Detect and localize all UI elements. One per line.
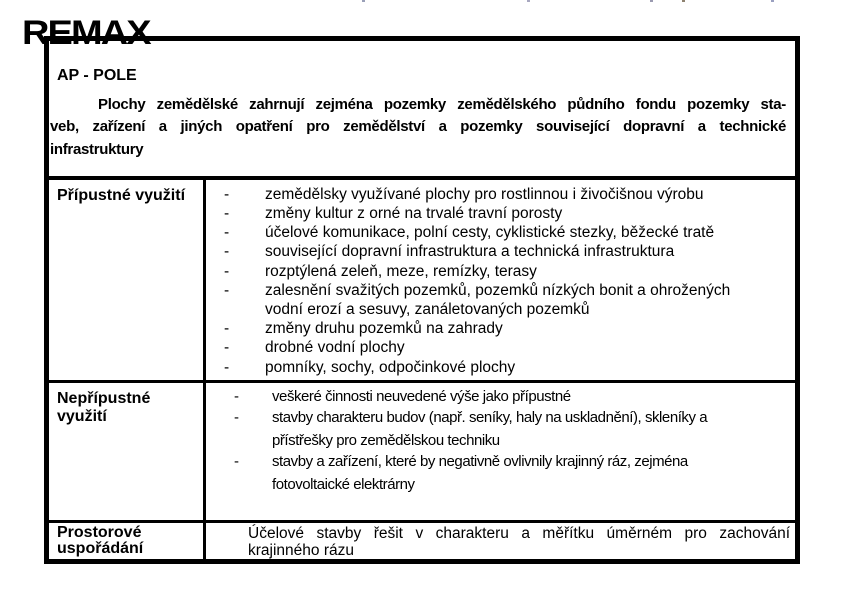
row-label: Nepřípustné využití: [57, 390, 151, 425]
table-row-prostorove-usporadani: [49, 523, 795, 559]
bullet-text-line: drobné vodní plochy: [265, 339, 405, 357]
bullet-text-line: zemědělsky využívané plochy pro rostlinnou i živočišnou výrobu: [265, 185, 704, 203]
row-label-cell: [49, 180, 206, 381]
row-text-cell: [206, 523, 795, 559]
dash-bullet-icon: -: [224, 358, 230, 376]
scan-artifact: [771, 0, 774, 2]
bullet-list-nepripustne: [206, 383, 795, 520]
table-row-pripustne-vyuziti: [49, 180, 795, 384]
bullet-text: [272, 387, 791, 408]
dash-bullet-icon: -: [224, 320, 230, 338]
bullet-item: [224, 358, 789, 377]
bullet-text-line: stavby a zařízení, které by negativně ovlivnily krajinný ráz, zejména: [272, 452, 688, 470]
bullet-text: [265, 223, 789, 242]
bullet-text: [265, 338, 789, 357]
text-line: veb, zařízení a jiných opatření pro zemědělství a pozemky související dopravní a technické: [50, 118, 786, 136]
bullet-text-line: změny kultur z orné na trvalé travní porosty: [265, 204, 563, 222]
bullet-text: [265, 204, 789, 223]
bullet-item: [224, 262, 789, 281]
bullet-text-line: veškeré činnosti neuvedené výše jako přípustné: [272, 388, 571, 406]
bullet-text: [272, 452, 791, 496]
scan-artifact: [650, 0, 653, 2]
bullet-list-pripustne: [206, 180, 795, 381]
bullet-item: [224, 185, 789, 204]
dash-bullet-icon: -: [234, 452, 239, 470]
bullet-text-line: související dopravní infrastruktura a technická infrastruktura: [265, 243, 675, 261]
text-line: krajinného rázu: [248, 541, 354, 559]
row-label: Prostorové uspořádání: [57, 523, 144, 558]
text-line: Účelové stavby řešit v charakteru a měřítku úměrném pro zachování: [248, 524, 790, 542]
text-line: Plochy zemědělské zahrnují zejména pozemky zemědělského půdního fondu pozemky sta-: [98, 96, 786, 113]
table-row-nepripustne-vyuziti: [49, 383, 795, 523]
bullet-item: [224, 281, 789, 319]
bullet-text-line: přístřešky pro zemědělskou techniku: [272, 432, 500, 450]
bullet-item: [224, 223, 789, 242]
table-header-row: [49, 41, 795, 180]
bullet-item: [224, 204, 789, 223]
dash-bullet-icon: -: [224, 262, 230, 280]
bullet-item: [234, 452, 791, 496]
bullet-text: [265, 185, 789, 204]
zone-code-title: AP - POLE: [57, 67, 137, 84]
bullet-text-line: pomníky, sochy, odpočinkové plochy: [265, 358, 516, 376]
bullet-item: [234, 408, 791, 452]
dash-bullet-icon: -: [234, 408, 239, 426]
bullet-text: [265, 319, 789, 338]
bullet-item: [224, 319, 789, 338]
scan-artifact: [362, 0, 365, 2]
row-label-cell: [49, 523, 206, 559]
remax-logo: REMAX: [22, 14, 150, 52]
scan-artifact: [527, 0, 530, 2]
bullet-text: [265, 281, 789, 319]
bullet-text-line: stavby charakteru budov (např. seníky, haly na uskladnění), skleníky a: [272, 408, 708, 426]
bullet-text: [265, 358, 789, 377]
bullet-text: [272, 408, 791, 452]
bullet-text-line: fotovoltaické elektrárny: [272, 476, 415, 494]
bullet-text: [265, 242, 789, 261]
bullet-item: [234, 387, 791, 408]
bullet-text-line: účelové komunikace, polní cesty, cyklistické stezky, běžecké tratě: [265, 224, 715, 242]
row-label: Přípustné využití: [57, 186, 186, 204]
scan-artifact: [682, 0, 685, 2]
zoning-regulation-table: [44, 36, 800, 564]
dash-bullet-icon: -: [224, 224, 230, 242]
dash-bullet-icon: -: [224, 281, 230, 299]
bullet-item: [224, 338, 789, 357]
bullet-item: [224, 242, 789, 261]
bullet-text-line: změny druhu pozemků na zahrady: [265, 320, 503, 338]
text-line: infrastruktury: [50, 140, 144, 158]
bullet-text: [265, 262, 789, 281]
bullet-text-line: zalesnění svažitých pozemků, pozemků nízkých bonit a ohrožených: [265, 281, 731, 299]
dash-bullet-icon: -: [224, 243, 230, 261]
dash-bullet-icon: -: [234, 388, 239, 406]
dash-bullet-icon: -: [224, 204, 230, 222]
row-label-cell: [49, 383, 206, 520]
zone-description-paragraph: [49, 94, 790, 161]
bullet-text-line: vodní erozí a sesuvy, zanáletovaných pozemků: [265, 300, 590, 318]
bullet-text-line: rozptýlená zeleň, meze, remízky, terasy: [265, 262, 537, 280]
dash-bullet-icon: -: [224, 339, 230, 357]
dash-bullet-icon: -: [224, 185, 230, 203]
